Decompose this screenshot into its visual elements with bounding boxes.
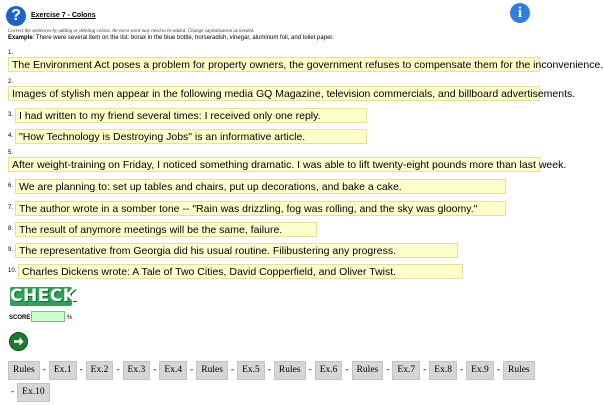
question-number: 2. xyxy=(8,79,14,85)
nav-separator: - xyxy=(423,365,427,375)
nav-exercise-button[interactable]: Ex.1 xyxy=(49,361,77,380)
answer-input-1[interactable]: The Environment Act poses a problem for property owners, the government refuses to compensate them for the inconvenience. xyxy=(8,57,540,72)
info-icon[interactable]: i xyxy=(510,3,530,23)
question-number: 9. xyxy=(8,247,14,253)
exercise-nav-bar xyxy=(8,361,538,405)
example-text xyxy=(8,35,334,41)
question-number: 10. xyxy=(8,268,17,274)
question-number: 1. xyxy=(8,50,14,56)
answer-input-6[interactable]: We are planning to: set up tables and chairs, put up decorations, and bake a cake. xyxy=(15,179,506,194)
answer-input-2[interactable]: Images of stylish men appear in the following media GQ Magazine, television commercials, and billboard advertisements. xyxy=(8,86,540,101)
nav-separator: - xyxy=(308,365,312,375)
question-number: 6. xyxy=(8,183,14,189)
nav-rules-button[interactable]: Rules xyxy=(274,361,306,380)
next-arrow-icon[interactable] xyxy=(9,332,28,351)
nav-separator: - xyxy=(190,365,194,375)
nav-rules-button[interactable]: Rules xyxy=(503,361,535,380)
score-label: SCORE xyxy=(9,315,31,321)
example-label: Example xyxy=(8,35,33,41)
question-number: 8. xyxy=(8,226,14,232)
answer-input-7[interactable]: The author wrote in a somber tone -- "Rain was drizzling, fog was rolling, and the sky was gloomy." xyxy=(15,201,506,216)
answer-input-3[interactable]: I had written to my friend several times: I received only one reply. xyxy=(15,108,367,123)
answer-input-4[interactable]: "How Technology is Destroying Jobs" is an informative article. xyxy=(15,129,367,144)
nav-separator: - xyxy=(153,365,157,375)
nav-separator: - xyxy=(230,365,235,375)
nav-exercise-button[interactable]: Ex.6 xyxy=(315,361,343,380)
nav-exercise-button[interactable]: Ex.2 xyxy=(86,361,114,380)
score-field xyxy=(31,311,65,322)
nav-exercise-button[interactable]: Ex.8 xyxy=(429,361,457,380)
nav-separator: - xyxy=(459,365,464,375)
nav-exercise-button[interactable]: Ex.5 xyxy=(237,361,265,380)
nav-separator: - xyxy=(11,387,15,397)
help-icon[interactable]: ? xyxy=(6,6,26,26)
instructions-text: Correct the sentences by adding or deleting colons. An extra word may need to be added. Change capitalization as needed. xyxy=(8,29,255,34)
nav-separator: - xyxy=(116,365,120,375)
question-number: 4. xyxy=(8,133,14,139)
nav-exercise-button[interactable]: Ex.7 xyxy=(392,361,420,380)
question-number: 5. xyxy=(8,150,14,156)
answer-input-9[interactable]: The representative from Georgia did his usual routine. Filibustering any progress. xyxy=(15,243,458,258)
answer-input-10[interactable]: Charles Dickens wrote: A Tale of Two Cities, David Copperfield, and Oliver Twist. xyxy=(18,264,463,279)
nav-exercise-button[interactable]: Ex.9 xyxy=(466,361,494,380)
nav-separator: - xyxy=(496,365,500,375)
answer-input-8[interactable]: The result of anymore meetings will be the same, failure. xyxy=(15,222,317,237)
check-button[interactable]: CHECK xyxy=(10,286,77,306)
nav-separator: - xyxy=(79,365,83,375)
nav-rules-button[interactable]: Rules xyxy=(196,361,228,380)
question-number: 7. xyxy=(8,205,14,211)
nav-exercise-button[interactable]: Ex.4 xyxy=(159,361,187,380)
nav-exercise-button[interactable]: Ex.3 xyxy=(123,361,151,380)
nav-exercise-button[interactable]: Ex.10 xyxy=(17,383,49,402)
nav-separator: - xyxy=(386,365,390,375)
example-sentence: : There were several item on the list: borax in the blue bottle, horseradish, vinegar, aluminum foil, and toilet paper. xyxy=(32,35,334,41)
page-title: Exercise 7 - Colons xyxy=(31,12,96,19)
nav-rules-button[interactable]: Rules xyxy=(352,361,384,380)
answer-input-5[interactable]: After weight-training on Friday, I noticed something dramatic. I was able to lift twenty-eight pounds more than last week. xyxy=(8,157,540,172)
nav-separator: - xyxy=(267,365,271,375)
question-number: 3. xyxy=(8,112,14,118)
nav-rules-button[interactable]: Rules xyxy=(8,361,40,380)
score-percent-sign: % xyxy=(67,315,73,321)
nav-separator: - xyxy=(42,365,46,375)
nav-separator: - xyxy=(345,365,349,375)
